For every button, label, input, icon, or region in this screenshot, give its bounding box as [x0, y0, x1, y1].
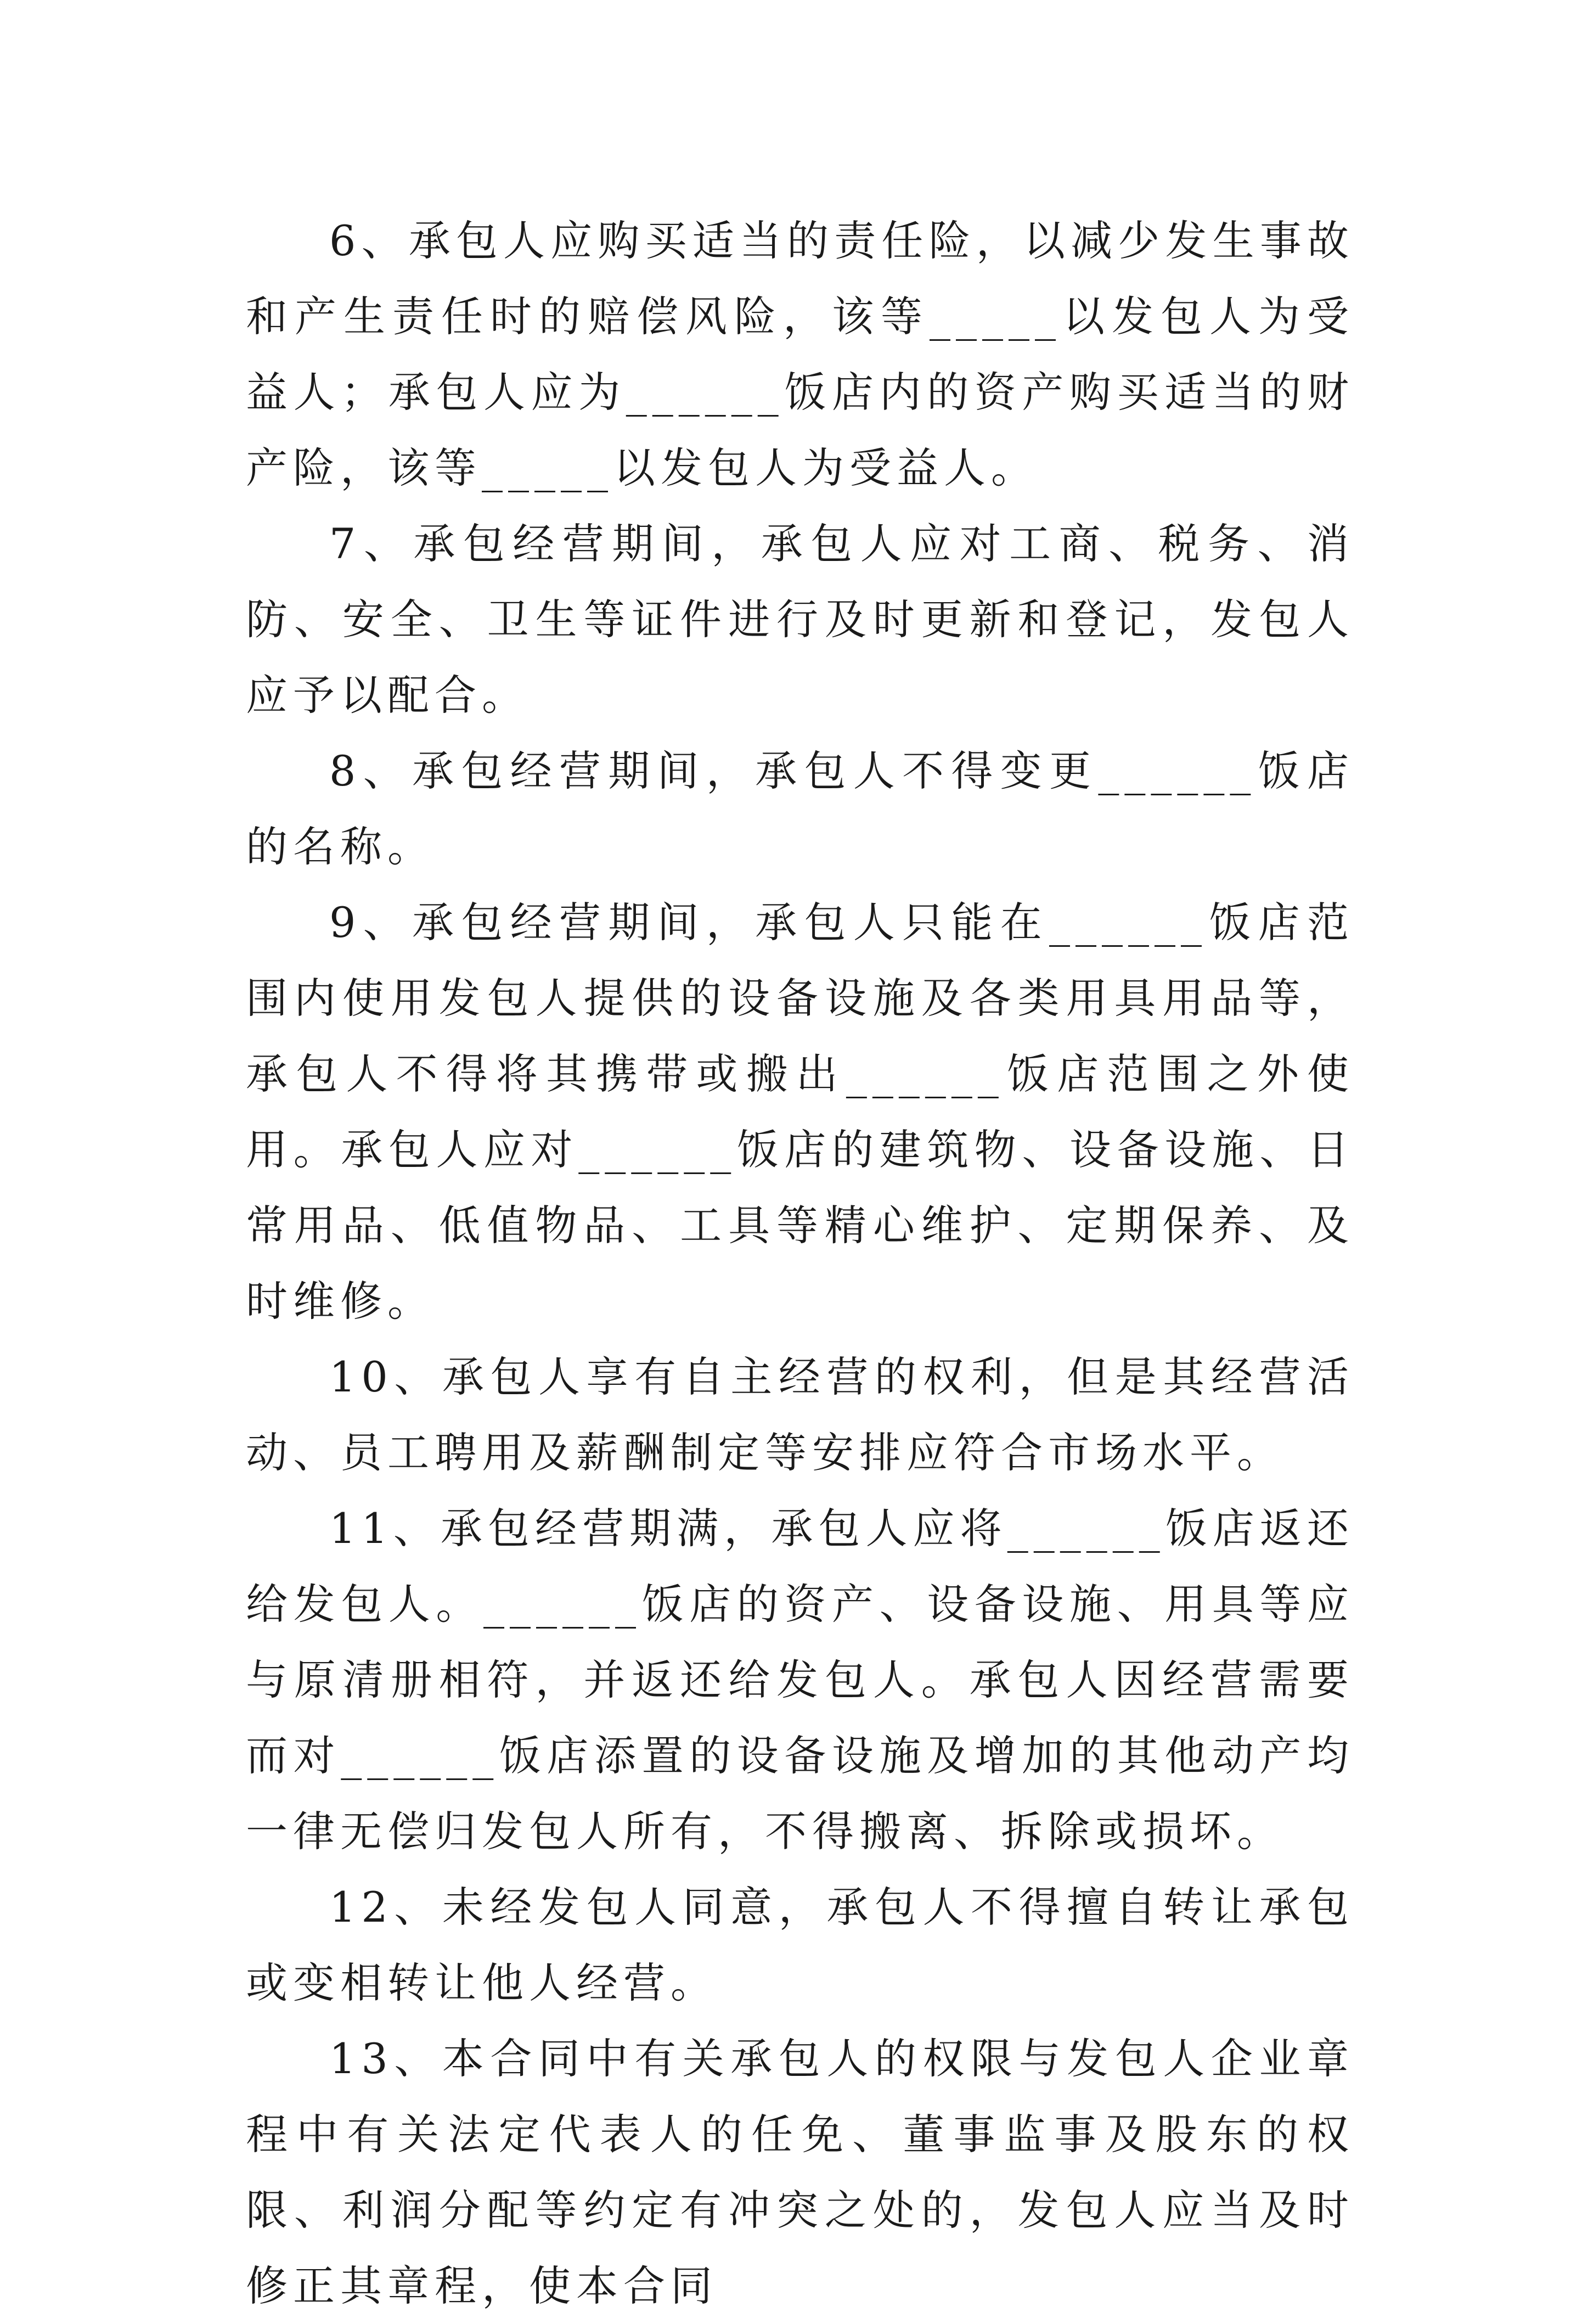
clause-13: 13、本合同中有关承包人的权限与发包人企业章程中有关法定代表人的任免、董事监事及股东的权限、利润分配等约定有冲突之处的，发包人应当及时修正其章程，使本合同 [246, 2034, 1354, 2310]
contract-body [246, 203, 1354, 2324]
clause-8: 8、承包经营期间，承包人不得变更______饭店的名称。 [246, 746, 1354, 871]
clause-7: 7、承包经营期间，承包人应对工商、税务、消防、安全、卫生等证件进行及时更新和登记，发包人应予以配合。 [246, 519, 1354, 720]
clause-11: 11、承包经营期满，承包人应将______饭店返还给发包人。______饭店的资产、设备设施、用具等应与原清册相符，并返还给发包人。承包人因经营需要而对______饭店添置的设备设施及增加的其他动产均一律无偿归发包人所有，不得搬离、拆除或损坏。 [246, 1504, 1354, 1856]
clause-9: 9、承包经营期间，承包人只能在______饭店范围内使用发包人提供的设备设施及各类用具用品等，承包人不得将其携带或搬出______饭店范围之外使用。承包人应对______饭店的建筑物、设备设施、日常用品、低值物品、工具等精心维护、定期保养、及时维修。 [246, 898, 1354, 1326]
clause-12: 12、未经发包人同意，承包人不得擅自转让承包或变相转让他人经营。 [246, 1883, 1354, 2007]
clause-6: 6、承包人应购买适当的责任险，以减少发生事故和产生责任时的赔偿风险，该等_____以发包人为受益人；承包人应为______饭店内的资产购买适当的财产险，该等_____以发包人为受益人。 [246, 216, 1354, 492]
clause-10: 10、承包人享有自主经营的权利，但是其经营活动、员工聘用及薪酬制定等安排应符合市场水平。 [246, 1352, 1354, 1477]
